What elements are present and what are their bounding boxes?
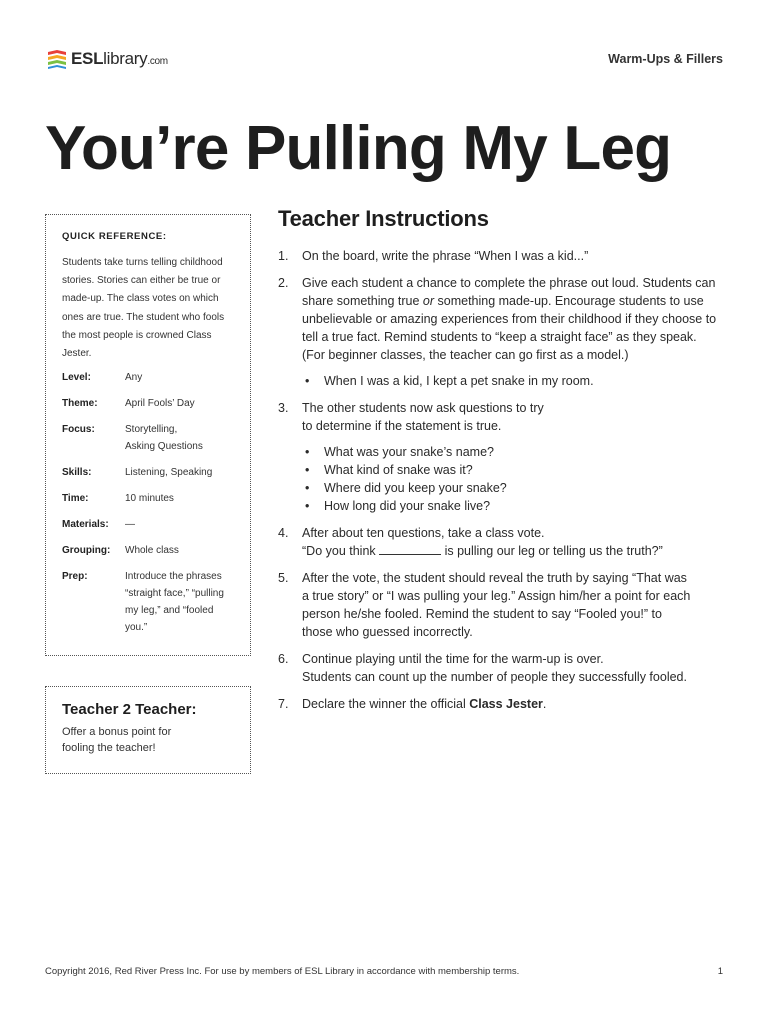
qr-label: Level:	[62, 372, 91, 384]
esl-library-logo[interactable]	[46, 46, 168, 72]
teacher-instructions	[278, 206, 728, 722]
qr-row-level	[62, 369, 234, 386]
step-number: 7.	[278, 697, 289, 711]
step-content	[302, 650, 728, 686]
quick-reference-summary: Students take turns telling childhood stories. Stories can either be true or made-up. The class votes on which ones are true. The student who fools the most people is crowned Class Jester.	[62, 257, 225, 360]
step-content	[302, 274, 728, 390]
step-text: On the board, write the phrase “When I was a kid...”	[302, 249, 589, 263]
step-text: Students can count up the number of people they successfully fooled.	[302, 670, 687, 684]
page-title: You’re Pulling My Leg	[45, 114, 672, 183]
step-bullets	[302, 443, 728, 515]
step-number: 5.	[278, 571, 289, 585]
step-number: 6.	[278, 652, 289, 666]
instruction-step-6	[278, 650, 728, 686]
step-content	[302, 524, 728, 560]
page-number: 1	[717, 966, 723, 977]
qr-value: —	[125, 519, 135, 531]
step-text: After the vote, the student should reveal the truth by saying “That was a true story” or “I was pulling your leg.” Assign him/her a point for each person he/she fooled. Remind the student to say “Fooled you!” to those who guessed incorrectly.	[302, 571, 691, 639]
bullet-item: • What kind of snake was it?	[302, 461, 728, 479]
qr-label: Focus:	[62, 424, 95, 436]
qr-value: Storytelling, Asking Questions	[125, 424, 203, 453]
class-jester-term: Class Jester	[469, 697, 543, 711]
qr-row-materials	[62, 516, 234, 533]
step-text: Give each student a chance to complete the phrase out loud. Students can share something true or something made-up. Encourage students to use unbelievable or amazing experiences from their childhood if they choose to tell a true fact. Remind students to “keep a straight face” as they speak. (For beginner classes, the teacher can go first as a model.)	[302, 276, 717, 362]
step-number: 2.	[278, 276, 289, 290]
qr-label: Time:	[62, 493, 89, 505]
qr-row-time	[62, 490, 234, 507]
qr-label: Materials:	[62, 519, 109, 531]
instruction-step-1	[278, 247, 728, 265]
step-number: 3.	[278, 401, 289, 415]
logo-wordmark: ESLlibrary.com	[71, 49, 168, 68]
vote-question: “Do you think is pulling our leg or telling us the truth?”	[302, 544, 663, 558]
quick-reference-heading: QUICK REFERENCE:	[62, 231, 167, 242]
qr-row-theme	[62, 395, 234, 412]
bullet-dot-icon: •	[305, 499, 310, 513]
quick-reference-box	[45, 214, 251, 656]
bullet-dot-icon: •	[305, 445, 310, 459]
step-emphasis: or	[422, 294, 435, 308]
qr-label: Skills:	[62, 467, 92, 479]
qr-row-skills	[62, 464, 234, 481]
teacher-2-teacher-title: Teacher 2 Teacher:	[62, 701, 197, 718]
bullet-item: • When I was a kid, I kept a pet snake in my room.	[302, 372, 728, 390]
instruction-step-5	[278, 569, 728, 641]
qr-row-focus	[62, 421, 234, 455]
instruction-step-4	[278, 524, 728, 560]
page-header	[46, 44, 723, 76]
bullet-item: • Where did you keep your snake?	[302, 479, 728, 497]
qr-label: Prep:	[62, 571, 88, 583]
step-text: The other students now ask questions to try to determine if the statement is true.	[302, 401, 544, 433]
teacher-2-teacher-text: Offer a bonus point for fooling the teacher!	[62, 726, 172, 754]
instruction-steps	[278, 247, 728, 713]
qr-label: Grouping:	[62, 545, 111, 557]
instruction-step-3	[278, 399, 728, 515]
qr-row-prep	[62, 568, 234, 636]
qr-value: 10 minutes	[125, 493, 174, 505]
qr-label: Theme:	[62, 398, 98, 410]
bullet-item: • How long did your snake live?	[302, 497, 728, 515]
qr-value: Any	[125, 372, 143, 384]
step-content	[302, 399, 728, 515]
fill-in-blank	[379, 543, 441, 555]
step-bullets	[302, 372, 728, 390]
step-text: Declare the winner the official Class Jester.	[302, 697, 547, 711]
instruction-step-7	[278, 695, 728, 713]
step-text: Continue playing until the time for the warm-up is over.	[302, 652, 604, 666]
instructions-heading: Teacher Instructions	[278, 206, 489, 231]
qr-value: Whole class	[125, 545, 179, 557]
qr-row-grouping	[62, 542, 234, 559]
qr-value: Listening, Speaking	[125, 467, 213, 479]
bullet-item: • What was your snake’s name?	[302, 443, 728, 461]
qr-value: April Fools’ Day	[125, 398, 195, 410]
teacher-2-teacher-box	[45, 686, 251, 774]
copyright-text: Copyright 2016, Red River Press Inc. For use by members of ESL Library in accordance with membership terms.	[45, 966, 520, 977]
instruction-step-2	[278, 274, 728, 390]
bullet-dot-icon: •	[305, 463, 310, 477]
step-text: After about ten questions, take a class vote.	[302, 526, 545, 540]
bullet-dot-icon: •	[305, 374, 310, 388]
step-number: 4.	[278, 526, 289, 540]
bullet-dot-icon: •	[305, 481, 310, 495]
book-logo-icon	[46, 47, 68, 71]
step-number: 1.	[278, 249, 289, 263]
page-footer	[45, 966, 723, 977]
section-label: Warm-Ups & Fillers	[608, 52, 723, 66]
qr-value: Introduce the phrases “straight face,” “pulling my leg,” and “fooled you.”	[125, 571, 224, 634]
